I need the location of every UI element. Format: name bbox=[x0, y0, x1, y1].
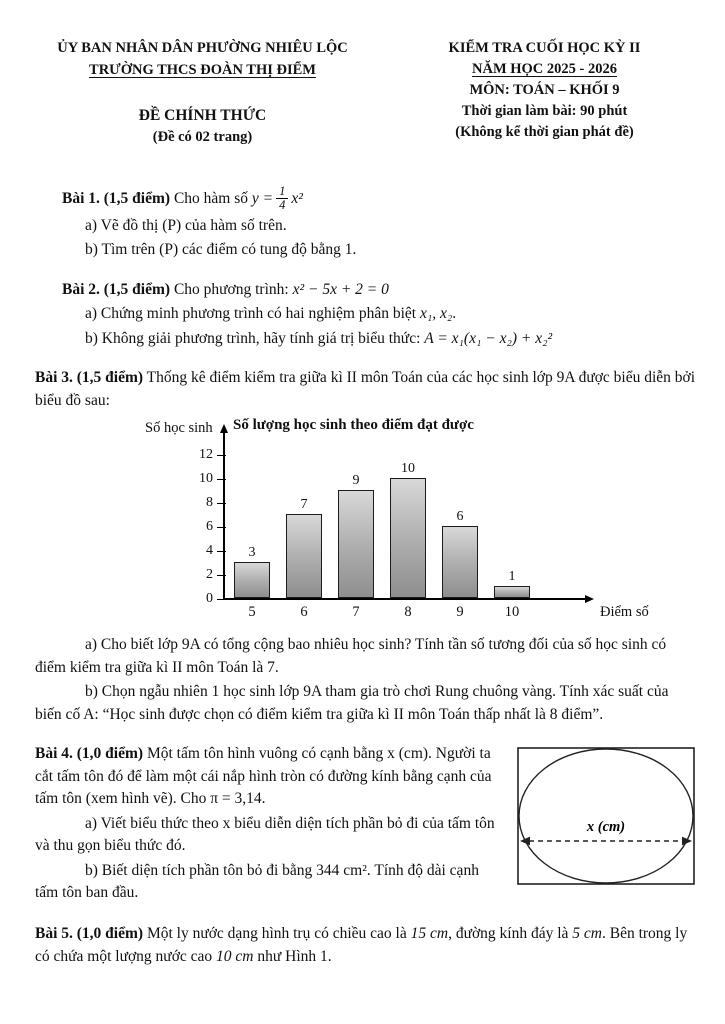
chart-x-tick-labels bbox=[226, 602, 538, 623]
bar bbox=[286, 514, 322, 598]
y-tick-label: 0 bbox=[183, 591, 213, 607]
y-tick-label: 6 bbox=[183, 519, 213, 535]
pages-note: (Đề có 02 trang) bbox=[152, 128, 253, 145]
subject-line: MÔN: TOÁN – KHỐI 9 bbox=[469, 82, 620, 99]
problem-3-label: Bài 3. (1,5 điểm) bbox=[35, 369, 144, 387]
math-quadratic-equation: x² − 5x + 2 = 0 bbox=[292, 280, 389, 298]
problem-4-item-a: a) Viết biểu thức theo x biểu diễn diện tích phần bỏ đi của tấm tôn và thu gọn biểu thức đó. bbox=[35, 814, 495, 855]
y-tick-label: 8 bbox=[183, 495, 213, 511]
math-height-15cm: 15 cm bbox=[410, 925, 449, 943]
chart-y-axis-title: Số học sinh bbox=[145, 420, 213, 437]
dimension-arrow-right bbox=[682, 837, 692, 846]
duration-line: Thời gian làm bài: 90 phút bbox=[461, 103, 628, 120]
problem-2-item-a-end: . bbox=[452, 305, 457, 323]
problem-5-text-4: như Hình 1. bbox=[253, 947, 332, 965]
math-diameter-5cm: 5 cm bbox=[572, 925, 602, 943]
x-tick-label: 7 bbox=[352, 604, 360, 621]
problem-5-text-3: . Bên trong ly có chứa một lượng nước cao bbox=[35, 925, 688, 965]
problem-5 bbox=[35, 923, 697, 968]
problem-2-item-a-text: a) Chứng minh phương trình có hai nghiệm phân biệt bbox=[85, 305, 417, 323]
math-water-10cm: 10 cm bbox=[216, 947, 254, 965]
problem-5-statement bbox=[35, 923, 697, 968]
bar bbox=[338, 490, 374, 598]
bar-value-label: 7 bbox=[300, 497, 308, 513]
bar bbox=[390, 478, 426, 598]
bar-value-label: 3 bbox=[248, 545, 256, 561]
chart-bar-9 bbox=[434, 510, 486, 598]
problem-4-intro: Một tấm tôn hình vuông có cạnh bằng x (cm). Người ta cắt tấm tôn đó để làm một cái nắp hình tròn có đường kính bằng cạnh của tấm tôn (xem hình vẽ). Cho π = 3,14. bbox=[35, 745, 492, 808]
bar bbox=[234, 562, 270, 598]
square-circle-svg bbox=[517, 747, 695, 885]
math-roots-x1-x2: x₁, x₂ bbox=[419, 305, 453, 323]
problem-3-intro: Thống kê điểm kiểm tra giữa kì II môn Toán của các học sinh lớp 9A được biểu diễn bởi biểu đồ sau: bbox=[35, 369, 696, 409]
problem-2-item-a bbox=[85, 303, 697, 325]
problem-3 bbox=[35, 367, 697, 726]
problem-3-statement bbox=[35, 367, 697, 412]
header-left-block bbox=[35, 38, 370, 149]
x-tick-label: 6 bbox=[300, 604, 308, 621]
problem-2 bbox=[62, 279, 697, 350]
figure-dimension-label: x (cm) bbox=[586, 819, 626, 836]
problem-1-item-b: b) Tìm trên (P) các điểm có tung độ bằng 1. bbox=[85, 241, 357, 259]
math-x-squared: x² bbox=[291, 189, 303, 207]
problem-1-intro: Cho hàm số bbox=[173, 189, 248, 207]
problem-4-label: Bài 4. (1,0 điểm) bbox=[35, 745, 144, 763]
problem-1-label: Bài 1. (1,5 điểm) bbox=[62, 189, 171, 207]
document-body bbox=[35, 185, 697, 969]
problem-4-item-b: b) Biết diện tích phần tôn bỏ đi bằng 344 cm². Tính độ dài cạnh tấm tôn ban đầu. bbox=[35, 861, 479, 901]
chart-bar-7 bbox=[330, 474, 382, 598]
problem-2-item-b bbox=[85, 328, 697, 350]
x-tick-label: 8 bbox=[404, 604, 412, 621]
chart-x-axis-title: Điểm số bbox=[600, 604, 649, 621]
bar-value-label: 9 bbox=[352, 473, 360, 489]
y-tick-label: 10 bbox=[183, 471, 213, 487]
chart-bar-6 bbox=[278, 498, 330, 598]
problem-4 bbox=[35, 743, 697, 906]
fraction-one-fourth bbox=[276, 185, 288, 214]
y-tick-label: 12 bbox=[183, 447, 213, 463]
x-tick-label: 10 bbox=[504, 604, 520, 621]
school-name: TRƯỜNG THCS ĐOÀN THỊ ĐIỂM bbox=[89, 61, 316, 78]
org-name: ỦY BAN NHÂN DÂN PHƯỜNG NHIÊU LỘC bbox=[57, 40, 348, 56]
exam-type-label: ĐỀ CHÍNH THỨC bbox=[138, 106, 267, 124]
problem-2-label: Bài 2. (1,5 điểm) bbox=[62, 280, 171, 298]
problem-2-item-b-text: b) Không giải phương trình, hãy tính giá trị biểu thức: bbox=[85, 329, 421, 347]
chart-bar-10 bbox=[486, 570, 538, 598]
exam-title: KIỂM TRA CUỐI HỌC KỲ II bbox=[448, 40, 641, 56]
score-bar-chart bbox=[145, 418, 695, 626]
duration-note: (Không kể thời gian phát đề) bbox=[455, 124, 634, 141]
x-tick-label: 9 bbox=[456, 604, 464, 621]
problem-1 bbox=[62, 185, 697, 262]
document-header bbox=[35, 38, 697, 149]
y-tick-label: 2 bbox=[183, 567, 213, 583]
square-circle-figure bbox=[517, 747, 695, 885]
dimension-arrow-left bbox=[520, 837, 530, 846]
problem-5-text-2: , đường kính đáy là bbox=[448, 925, 573, 943]
problem-5-label: Bài 5. (1,0 điểm) bbox=[35, 925, 144, 943]
bar bbox=[494, 586, 530, 598]
problem-2-statement bbox=[62, 279, 697, 301]
x-tick-label: 5 bbox=[248, 604, 256, 621]
school-year: NĂM HỌC 2025 - 2026 bbox=[472, 61, 617, 78]
bar-value-label: 6 bbox=[456, 509, 464, 525]
bar-value-label: 10 bbox=[401, 461, 415, 477]
fraction-denominator: 4 bbox=[279, 198, 286, 213]
bar-value-label: 1 bbox=[508, 569, 516, 585]
problem-2-intro: Cho phương trình: bbox=[173, 280, 289, 298]
y-tick-label: 4 bbox=[183, 543, 213, 559]
bar bbox=[442, 526, 478, 598]
problem-1-item-a: a) Vẽ đồ thị (P) của hàm số trên. bbox=[85, 217, 287, 234]
fraction-numerator: 1 bbox=[276, 185, 288, 200]
chart-bar-5 bbox=[226, 546, 278, 598]
problem-1-statement bbox=[62, 185, 697, 214]
problem-3-item-b: b) Chọn ngẫu nhiên 1 học sinh lớp 9A tham gia trò chơi Rung chuông vàng. Tính xác suất của biến cố A: “Học sinh được chọn có điểm kiểm tra giữa kì II môn Toán thấp nhất là 8 điểm”. bbox=[35, 683, 669, 723]
chart-bar-8 bbox=[382, 462, 434, 598]
chart-x-axis bbox=[223, 598, 585, 600]
chart-bars bbox=[226, 462, 538, 598]
header-right-block bbox=[392, 38, 697, 149]
chart-title: Số lượng học sinh theo điểm đạt được bbox=[233, 417, 474, 434]
math-expression-A: A = x₁(x₁ − x₂) + x₂² bbox=[424, 329, 553, 347]
inscribed-circle bbox=[519, 749, 693, 883]
math-y-equals: y = bbox=[251, 189, 274, 207]
problem-5-text-1: Một ly nước dạng hình trụ có chiều cao là bbox=[146, 925, 411, 943]
problem-3-item-a: a) Cho biết lớp 9A có tổng cộng bao nhiêu học sinh? Tính tần số tương đối của số học sinh có điểm kiểm tra giữa kì II môn Toán là 7. bbox=[35, 636, 667, 676]
